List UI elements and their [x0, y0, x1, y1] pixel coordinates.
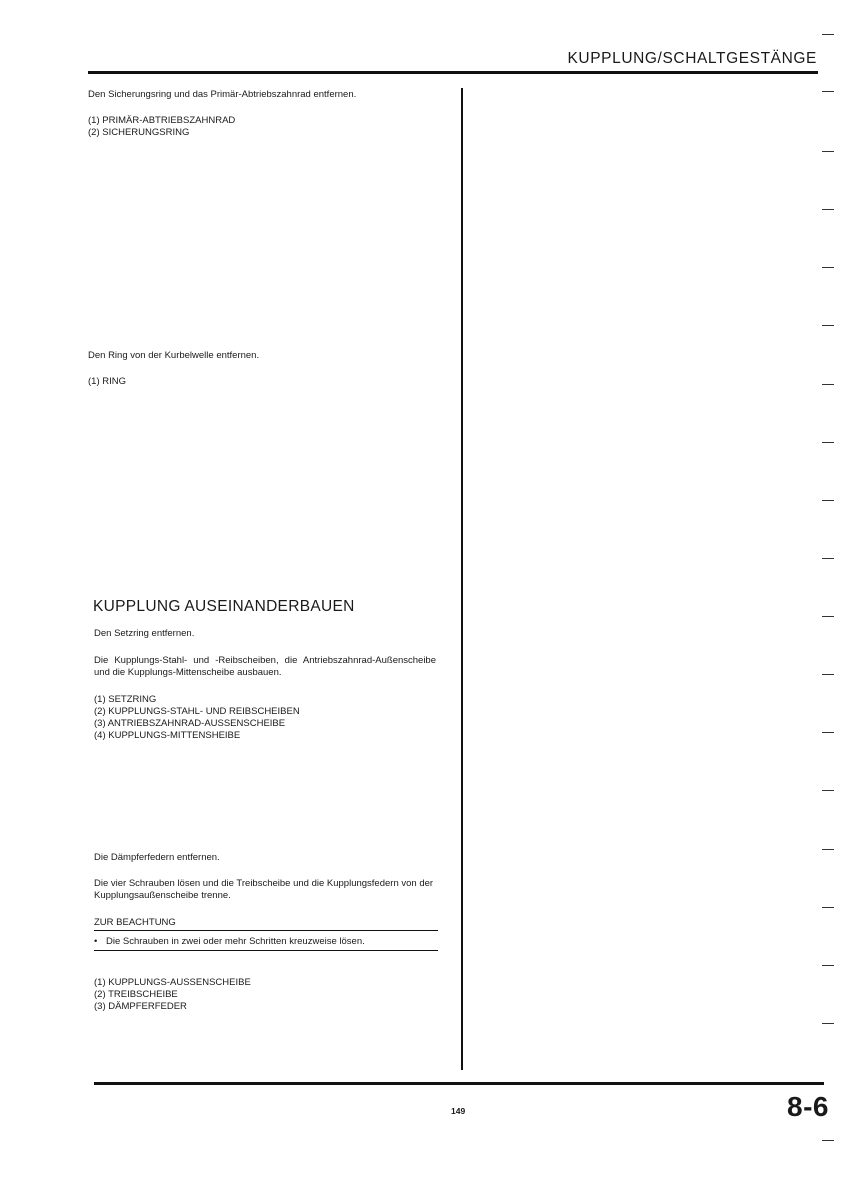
- margin-tick: [822, 732, 834, 733]
- part-label-discs: (2) KUPPLUNGS-STAHL- UND REIBSCHEIBEN: [94, 706, 300, 717]
- instruction-remove-discs: Die Kupplungs-Stahl- und -Reibscheiben, die Antriebszahnrad-Außenscheibe und die Kupplungs-Mittenscheibe ausbauen.: [94, 655, 436, 678]
- margin-tick: [822, 616, 834, 617]
- notice-text: Die Schrauben in zwei oder mehr Schritten kreuzweise lösen.: [106, 936, 365, 947]
- part-label-outer-disc: (3) ANTRIEBSZAHNRAD-AUSSENSCHEIBE: [94, 718, 286, 729]
- part-label-ring: (1) RING: [88, 376, 126, 387]
- margin-tick: [822, 442, 834, 443]
- part-label-damper: (3) DÄMPFERFEDER: [94, 1001, 187, 1012]
- margin-tick: [822, 384, 834, 385]
- instruction-loosen-bolts: Die vier Schrauben lösen und die Treibscheibe und die Kupplungsfedern von der Kupplungsaußenscheibe trenne.: [94, 878, 434, 901]
- instruction-remove-setring: Den Setzring entfernen.: [94, 628, 195, 639]
- margin-tick: [822, 151, 834, 152]
- margin-tick: [822, 500, 834, 501]
- part-label-center-disc: (4) KUPPLUNGS-MITTENSHEIBE: [94, 730, 241, 741]
- part-label-drive-plate: (2) TREIBSCHEIBE: [94, 989, 178, 1000]
- notice-body: [94, 936, 438, 951]
- page-number: 149: [451, 1106, 466, 1116]
- page-header-title: KUPPLUNG/SCHALTGESTÄNGE: [567, 50, 817, 67]
- notice-heading: ZUR BEACHTUNG: [94, 917, 438, 931]
- section-number: 8-6: [787, 1091, 829, 1122]
- instruction-remove-ring: Den Ring von der Kurbelwelle entfernen.: [88, 350, 260, 361]
- margin-tick: [822, 209, 834, 210]
- part-label-outer: (1) KUPPLUNGS-AUSSENSCHEIBE: [94, 977, 251, 988]
- instruction-remove-springs: Die Dämpferfedern entfernen.: [94, 852, 220, 863]
- margin-tick: [822, 790, 834, 791]
- margin-tick: [822, 91, 834, 92]
- section-title: KUPPLUNG AUSEINANDERBAUEN: [93, 598, 355, 615]
- margin-tick: [822, 558, 834, 559]
- margin-tick: [822, 325, 834, 326]
- part-label-2: (2) SICHERUNGSRING: [88, 127, 190, 138]
- column-divider: [461, 88, 463, 1070]
- instruction-remove-circlip: Den Sicherungsring und das Primär-Abtriebszahnrad entfernen.: [88, 89, 357, 100]
- bullet-icon: •: [94, 936, 98, 947]
- footer-rule: [94, 1082, 824, 1085]
- margin-tick: [822, 965, 834, 966]
- margin-tick: [822, 267, 834, 268]
- part-label-setring: (1) SETZRING: [94, 694, 157, 705]
- margin-tick: [822, 1023, 834, 1024]
- margin-tick: [822, 907, 834, 908]
- margin-tick: [822, 34, 834, 35]
- margin-tick: [822, 1140, 834, 1141]
- header-rule: [88, 71, 818, 74]
- margin-tick: [822, 849, 834, 850]
- part-label-1: (1) PRIMÄR-ABTRIEBSZAHNRAD: [88, 115, 236, 126]
- margin-tick: [822, 674, 834, 675]
